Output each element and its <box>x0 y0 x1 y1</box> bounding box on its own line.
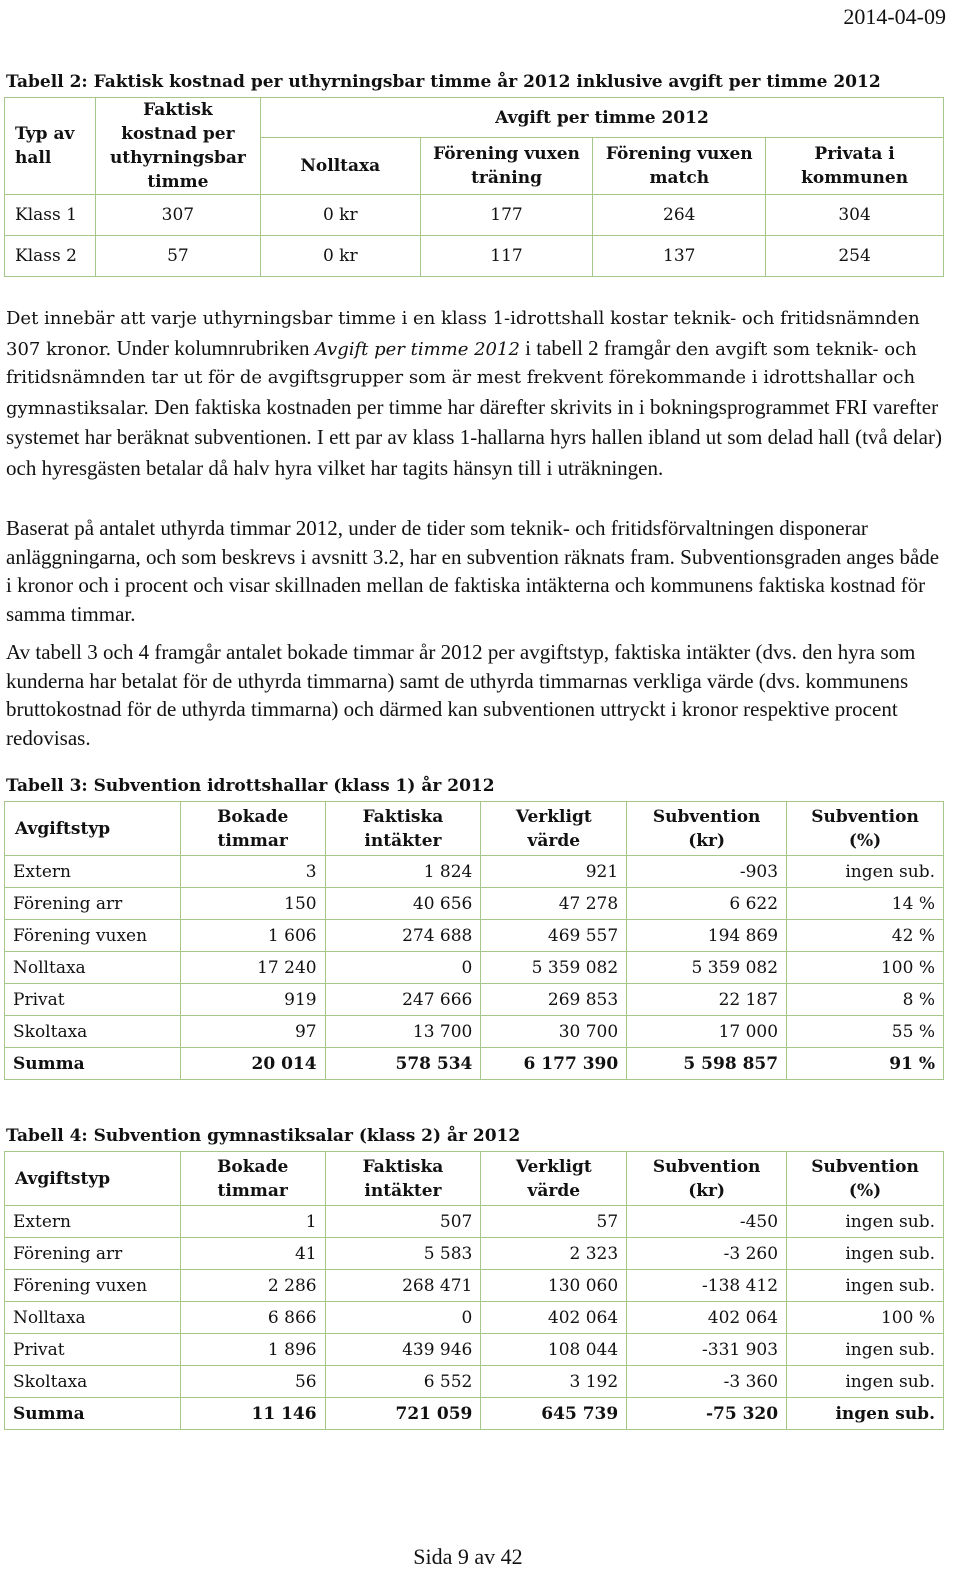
table2-header-group: Avgift per timme 2012 <box>260 98 943 138</box>
table-cell: 5 359 082 <box>627 952 787 984</box>
table-cell: 274 688 <box>325 920 481 952</box>
table-cell: Summa <box>5 1048 181 1080</box>
table2 <box>4 97 944 277</box>
table-cell: 402 064 <box>481 1302 627 1334</box>
table-cell: Nolltaxa <box>5 952 181 984</box>
table-cell: 0 <box>325 1302 481 1334</box>
table-cell: 919 <box>180 984 325 1016</box>
table-cell: 22 187 <box>627 984 787 1016</box>
table-cell: 6 177 390 <box>481 1048 627 1080</box>
table-cell: -3 360 <box>627 1366 787 1398</box>
table-cell: 17 240 <box>180 952 325 984</box>
table-cell: 20 014 <box>180 1048 325 1080</box>
table-cell: 6 866 <box>180 1302 325 1334</box>
table-cell: ingen sub. <box>787 1398 944 1430</box>
table-cell: 0 kr <box>260 195 420 236</box>
table-cell: 5 359 082 <box>481 952 627 984</box>
table-cell: 8 % <box>787 984 944 1016</box>
table3-header-subvention-pct: Subvention (%) <box>787 802 944 856</box>
paragraph-1-part-e: den avgift som teknik- och fritidsnämnden tar ut för de avgiftsgrupper som är mest frekvent förekommande i idrottshallar och gymnastiksalar. <box>6 338 917 419</box>
table-cell: 100 % <box>787 952 944 984</box>
table-row <box>5 1270 944 1302</box>
table-cell: 0 <box>325 952 481 984</box>
document-date: 2014-04-09 <box>843 4 946 29</box>
table-cell: -138 412 <box>627 1270 787 1302</box>
table-cell: 97 <box>180 1016 325 1048</box>
table-cell: 921 <box>481 856 627 888</box>
table4 <box>4 1151 944 1430</box>
table-cell: 194 869 <box>627 920 787 952</box>
paragraph-2: Baserat på antalet uthyrda timmar 2012, under de tider som teknik- och fritidsförvaltningen disponerar anläggningarna, och som beskrevs i avsnitt 3.2, har en subvention räknats fram. Subventionsgraden anges både i kronor och i procent och visar skillnaden mellan de faktiska intäkterna och kommunens faktiska kostnad för samma timmar. <box>6 516 940 626</box>
table-cell: 5 598 857 <box>627 1048 787 1080</box>
table-cell: 117 <box>420 236 593 277</box>
table-row <box>5 888 944 920</box>
table-cell: 55 % <box>787 1016 944 1048</box>
table-cell: 6 552 <box>325 1366 481 1398</box>
table-row <box>5 1016 944 1048</box>
table3-header-avgiftstyp: Avgiftstyp <box>5 802 181 856</box>
table-cell: Privat <box>5 984 181 1016</box>
table-cell: -903 <box>627 856 787 888</box>
table-cell: 47 278 <box>481 888 627 920</box>
table4-header-faktiska: Faktiska intäkter <box>325 1152 481 1206</box>
paragraph-1-part-a: Det innebär att varje uthyrningsbar timme i en klass 1-idrottshall kostar teknik- och fritidsnämnden 307 kronor. <box>6 308 920 360</box>
table2-header-nolltaxa: Nolltaxa <box>260 138 420 195</box>
table-cell: 57 <box>95 236 260 277</box>
table-cell: 469 557 <box>481 920 627 952</box>
table-cell: 2 286 <box>180 1270 325 1302</box>
table-cell: Klass 1 <box>5 195 96 236</box>
table-row <box>5 1206 944 1238</box>
table-cell: 40 656 <box>325 888 481 920</box>
table-row <box>5 1238 944 1270</box>
table-cell: 42 % <box>787 920 944 952</box>
table3-header-bokade: Bokade timmar <box>180 802 325 856</box>
table4-caption: Tabell 4: Subvention gymnastiksalar (klass 2) år 2012 <box>6 1126 521 1146</box>
table-cell: 130 060 <box>481 1270 627 1302</box>
table-cell: 1 896 <box>180 1334 325 1366</box>
table-cell: 269 853 <box>481 984 627 1016</box>
table3-header-faktiska: Faktiska intäkter <box>325 802 481 856</box>
table-row <box>5 1302 944 1334</box>
table-cell: 3 192 <box>481 1366 627 1398</box>
table-cell: 108 044 <box>481 1334 627 1366</box>
table-cell: ingen sub. <box>787 1334 944 1366</box>
table-cell: 13 700 <box>325 1016 481 1048</box>
table2-caption: Tabell 2: Faktisk kostnad per uthyrningsbar timme år 2012 inklusive avgift per timme 2012 <box>6 72 881 92</box>
table-cell: ingen sub. <box>787 1206 944 1238</box>
table-cell: Förening arr <box>5 1238 181 1270</box>
table-summary-row <box>5 1048 944 1080</box>
table-cell: 645 739 <box>481 1398 627 1430</box>
table-row <box>5 920 944 952</box>
table-summary-row <box>5 1398 944 1430</box>
paragraph-1-part-c: Avgift per timme 2012 <box>314 338 520 360</box>
paragraph-1-part-d: i tabell 2 framgår <box>519 335 676 360</box>
table-cell: 150 <box>180 888 325 920</box>
table-cell: 254 <box>766 236 944 277</box>
table3-caption: Tabell 3: Subvention idrottshallar (klass 1) år 2012 <box>6 776 495 796</box>
table-cell: Privat <box>5 1334 181 1366</box>
table-cell: 57 <box>481 1206 627 1238</box>
table-cell: ingen sub. <box>787 856 944 888</box>
table-cell: 6 622 <box>627 888 787 920</box>
table-cell: 17 000 <box>627 1016 787 1048</box>
table2-header-typ: Typ av hall <box>5 98 96 195</box>
table-cell: 100 % <box>787 1302 944 1334</box>
table-cell: Skoltaxa <box>5 1366 181 1398</box>
table-cell: 56 <box>180 1366 325 1398</box>
table-row <box>5 984 944 1016</box>
table-cell: ingen sub. <box>787 1366 944 1398</box>
table-row <box>5 1366 944 1398</box>
paragraph-1-part-g: I ett par av klass 1-hallarna hyrs hallen ibland ut som delad hall (två delar) och hyresgästen betalar då halv hyra vilket har tagits hänsyn till i uträkningen. <box>6 425 942 480</box>
table-cell: 578 534 <box>325 1048 481 1080</box>
page-number: Sida 9 av 42 <box>413 1544 523 1569</box>
table-cell: 439 946 <box>325 1334 481 1366</box>
table-cell: 137 <box>593 236 766 277</box>
table3-header-subvention-kr: Subvention (kr) <box>627 802 787 856</box>
table-cell: Förening arr <box>5 888 181 920</box>
table-cell: -3 260 <box>627 1238 787 1270</box>
table-cell: 268 471 <box>325 1270 481 1302</box>
table-cell: -450 <box>627 1206 787 1238</box>
table-cell: -331 903 <box>627 1334 787 1366</box>
table-cell: Summa <box>5 1398 181 1430</box>
table-cell: 507 <box>325 1206 481 1238</box>
table-cell: 402 064 <box>627 1302 787 1334</box>
table-cell: 1 <box>180 1206 325 1238</box>
paragraph-1-part-f: Den faktiska kostnaden per timme har därefter skrivits in i bokningsprogrammet FRI varefter systemet har beräknat subventionen. <box>6 394 939 449</box>
table3-header-verkligt: Verkligt värde <box>481 802 627 856</box>
table-cell: 14 % <box>787 888 944 920</box>
table-cell: ingen sub. <box>787 1270 944 1302</box>
table-cell: Klass 2 <box>5 236 96 277</box>
table-cell: 2 323 <box>481 1238 627 1270</box>
table2-header-fv-match: Förening vuxen match <box>593 138 766 195</box>
table-row <box>5 195 944 236</box>
table-cell: 247 666 <box>325 984 481 1016</box>
table-cell: 177 <box>420 195 593 236</box>
table-row <box>5 236 944 277</box>
table-cell: 264 <box>593 195 766 236</box>
table4-header-subvention-pct: Subvention (%) <box>787 1152 944 1206</box>
table-cell: 30 700 <box>481 1016 627 1048</box>
table-cell: 41 <box>180 1238 325 1270</box>
table-cell: 1 606 <box>180 920 325 952</box>
table-cell: 11 146 <box>180 1398 325 1430</box>
table4-header-verkligt: Verkligt värde <box>481 1152 627 1206</box>
table-cell: Skoltaxa <box>5 1016 181 1048</box>
table-cell: 0 kr <box>260 236 420 277</box>
table2-header-privata: Privata i kommunen <box>766 138 944 195</box>
table-cell: 91 % <box>787 1048 944 1080</box>
table-cell: -75 320 <box>627 1398 787 1430</box>
paragraph-1-part-b: Under kolumnrubriken <box>111 335 315 360</box>
table-cell: 1 824 <box>325 856 481 888</box>
table4-header-avgiftstyp: Avgiftstyp <box>5 1152 181 1206</box>
table3 <box>4 801 944 1080</box>
table-row <box>5 952 944 984</box>
table-cell: 3 <box>180 856 325 888</box>
table-row <box>5 856 944 888</box>
table4-header-subvention-kr: Subvention (kr) <box>627 1152 787 1206</box>
table4-header-bokade: Bokade timmar <box>180 1152 325 1206</box>
table-cell: Extern <box>5 856 181 888</box>
table-cell: 5 583 <box>325 1238 481 1270</box>
table-cell: 307 <box>95 195 260 236</box>
table-cell: Extern <box>5 1206 181 1238</box>
table-cell: Förening vuxen <box>5 920 181 952</box>
table-cell: Nolltaxa <box>5 1302 181 1334</box>
table-cell: ingen sub. <box>787 1238 944 1270</box>
paragraph-3: Av tabell 3 och 4 framgår antalet bokade timmar år 2012 per avgiftstyp, faktiska intäkter (dvs. den hyra som kunderna har betalat för de uthyrda timmarna) samt de uthyrda timmarnas verkliga värde (dvs. kommunens bruttokostnad för de uthyrda timmarna) och därmed kan subventionen uttryckt i kronor respektive procent redovisas. <box>6 640 916 750</box>
table-cell: 721 059 <box>325 1398 481 1430</box>
table-cell: Förening vuxen <box>5 1270 181 1302</box>
paragraph-1 <box>6 305 946 484</box>
table2-header-fv-traning: Förening vuxen träning <box>420 138 593 195</box>
table-cell: 304 <box>766 195 944 236</box>
table-row <box>5 1334 944 1366</box>
table2-header-faktisk: Faktisk kostnad per uthyrningsbar timme <box>95 98 260 195</box>
